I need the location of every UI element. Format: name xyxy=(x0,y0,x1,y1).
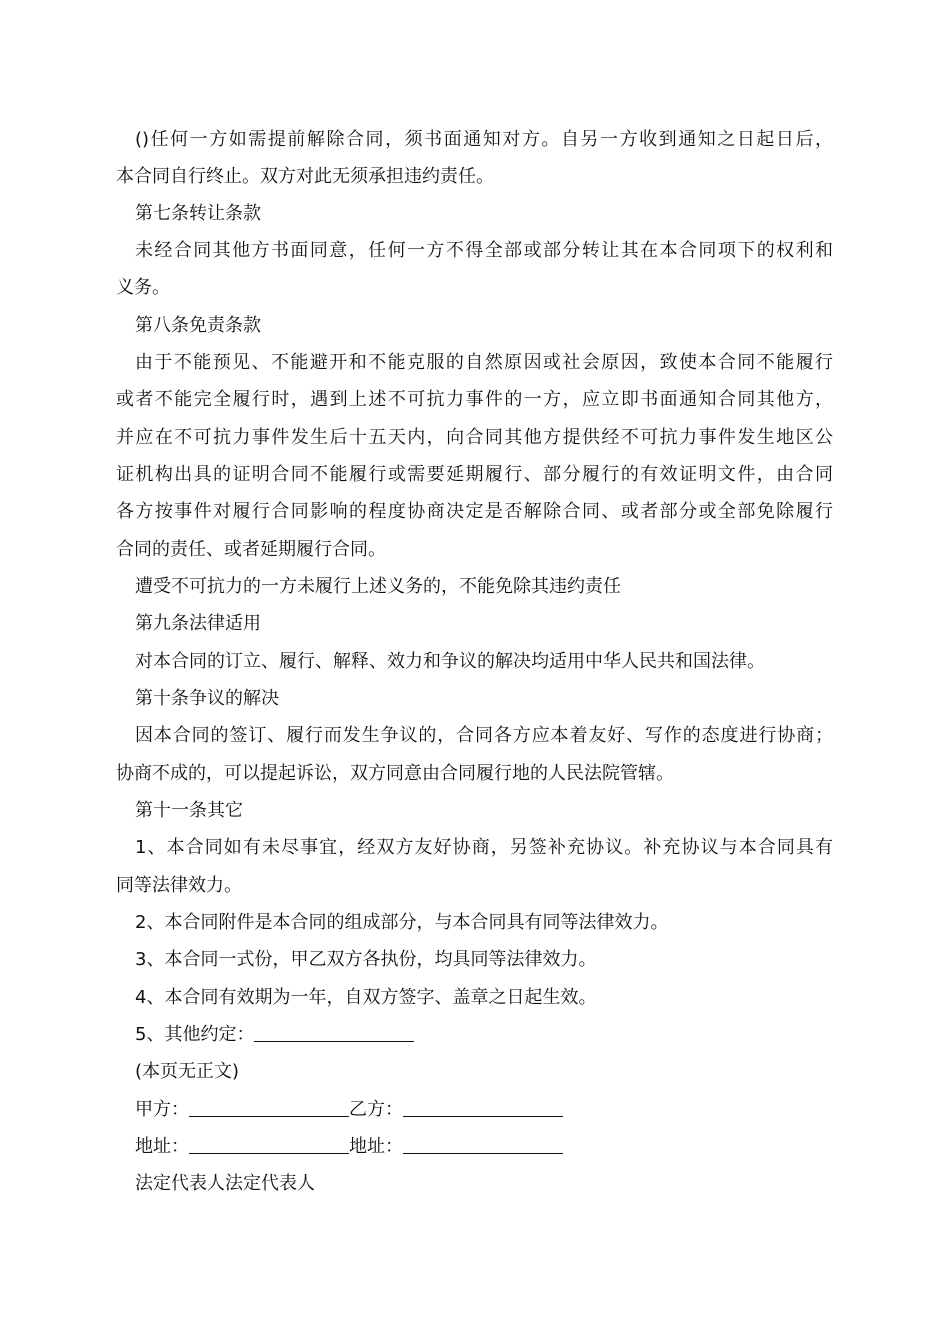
paragraph-line: 遭受不可抗力的一方未履行上述义务的，不能免除其违约责任 xyxy=(135,576,621,597)
paragraph-line: 3、本合同一式份，甲乙双方各执份，均具同等法律效力。 xyxy=(135,949,597,970)
article-heading: 第七条转让条款 xyxy=(135,203,261,224)
article-heading: 第十条争议的解决 xyxy=(135,688,279,709)
no-text-note: (本页无正文) xyxy=(135,1061,240,1082)
paragraph-line: 同等法律效力。 xyxy=(116,875,242,896)
address-a-label: 地址： xyxy=(135,1136,189,1157)
paragraph-line: 1、本合同如有未尽事宜，经双方友好协商，另签补充协议。补充协议与本合同具有 xyxy=(135,837,833,858)
paragraph-line: 4、本合同有效期为一年，自双方签字、盖章之日起生效。 xyxy=(135,987,597,1008)
paragraph-line: 未经合同其他方书面同意，任何一方不得全部或部分转让其在本合同项下的权利和 xyxy=(135,240,833,261)
article-heading: 第十一条其它 xyxy=(135,800,243,821)
legal-representative-line: 法定代表人法定代表人 xyxy=(135,1173,315,1194)
party-b-blank xyxy=(403,1100,563,1117)
paragraph-line: 各方按事件对履行合同影响的程度协商决定是否解除合同、或者部分或全部免除履行 xyxy=(116,501,833,522)
party-signature-line xyxy=(135,1100,563,1120)
article-heading: 第八条免责条款 xyxy=(135,315,261,336)
address-a-blank xyxy=(189,1137,349,1154)
paragraph-line: 证机构出具的证明合同不能履行或需要延期履行、部分履行的有效证明文件，由合同 xyxy=(116,464,833,485)
paragraph-line: 本合同自行终止。双方对此无须承担违约责任。 xyxy=(116,166,494,187)
party-a-blank xyxy=(189,1100,349,1117)
address-b-label: 地址： xyxy=(349,1136,403,1157)
paragraph-line: 2、本合同附件是本合同的组成部分，与本合同具有同等法律效力。 xyxy=(135,912,669,933)
paragraph-line: 对本合同的订立、履行、解释、效力和争议的解决均适用中华人民共和国法律。 xyxy=(135,651,765,672)
paragraph-line: 合同的责任、或者延期履行合同。 xyxy=(116,539,386,560)
paragraph-line: 并应在不可抗力事件发生后十五天内，向合同其他方提供经不可抗力事件发生地区公 xyxy=(116,427,833,448)
paragraph-line: ()任何一方如需提前解除合同，须书面通知对方。自另一方收到通知之日起日后， xyxy=(135,129,833,150)
paragraph-line: 义务。 xyxy=(116,277,170,298)
article-heading: 第九条法律适用 xyxy=(135,613,261,634)
other-agreement-label: 5、其他约定： xyxy=(135,1024,255,1045)
address-b-blank xyxy=(403,1137,563,1154)
paragraph-line: 或者不能完全履行时，遇到上述不可抗力事件的一方，应立即书面通知合同其他方， xyxy=(116,389,833,410)
paragraph-line: 因本合同的签订、履行而发生争议的，合同各方应本着友好、写作的态度进行协商； xyxy=(135,725,833,746)
address-line xyxy=(135,1137,563,1157)
paragraph-line: 由于不能预见、不能避开和不能克服的自然原因或社会原因，致使本合同不能履行 xyxy=(135,352,833,373)
other-agreement-line xyxy=(135,1025,414,1045)
paragraph-line: 协商不成的，可以提起诉讼，双方同意由合同履行地的人民法院管辖。 xyxy=(116,763,674,784)
party-a-label: 甲方： xyxy=(135,1099,189,1120)
other-agreement-blank xyxy=(254,1025,414,1042)
party-b-label: 乙方： xyxy=(349,1099,403,1120)
